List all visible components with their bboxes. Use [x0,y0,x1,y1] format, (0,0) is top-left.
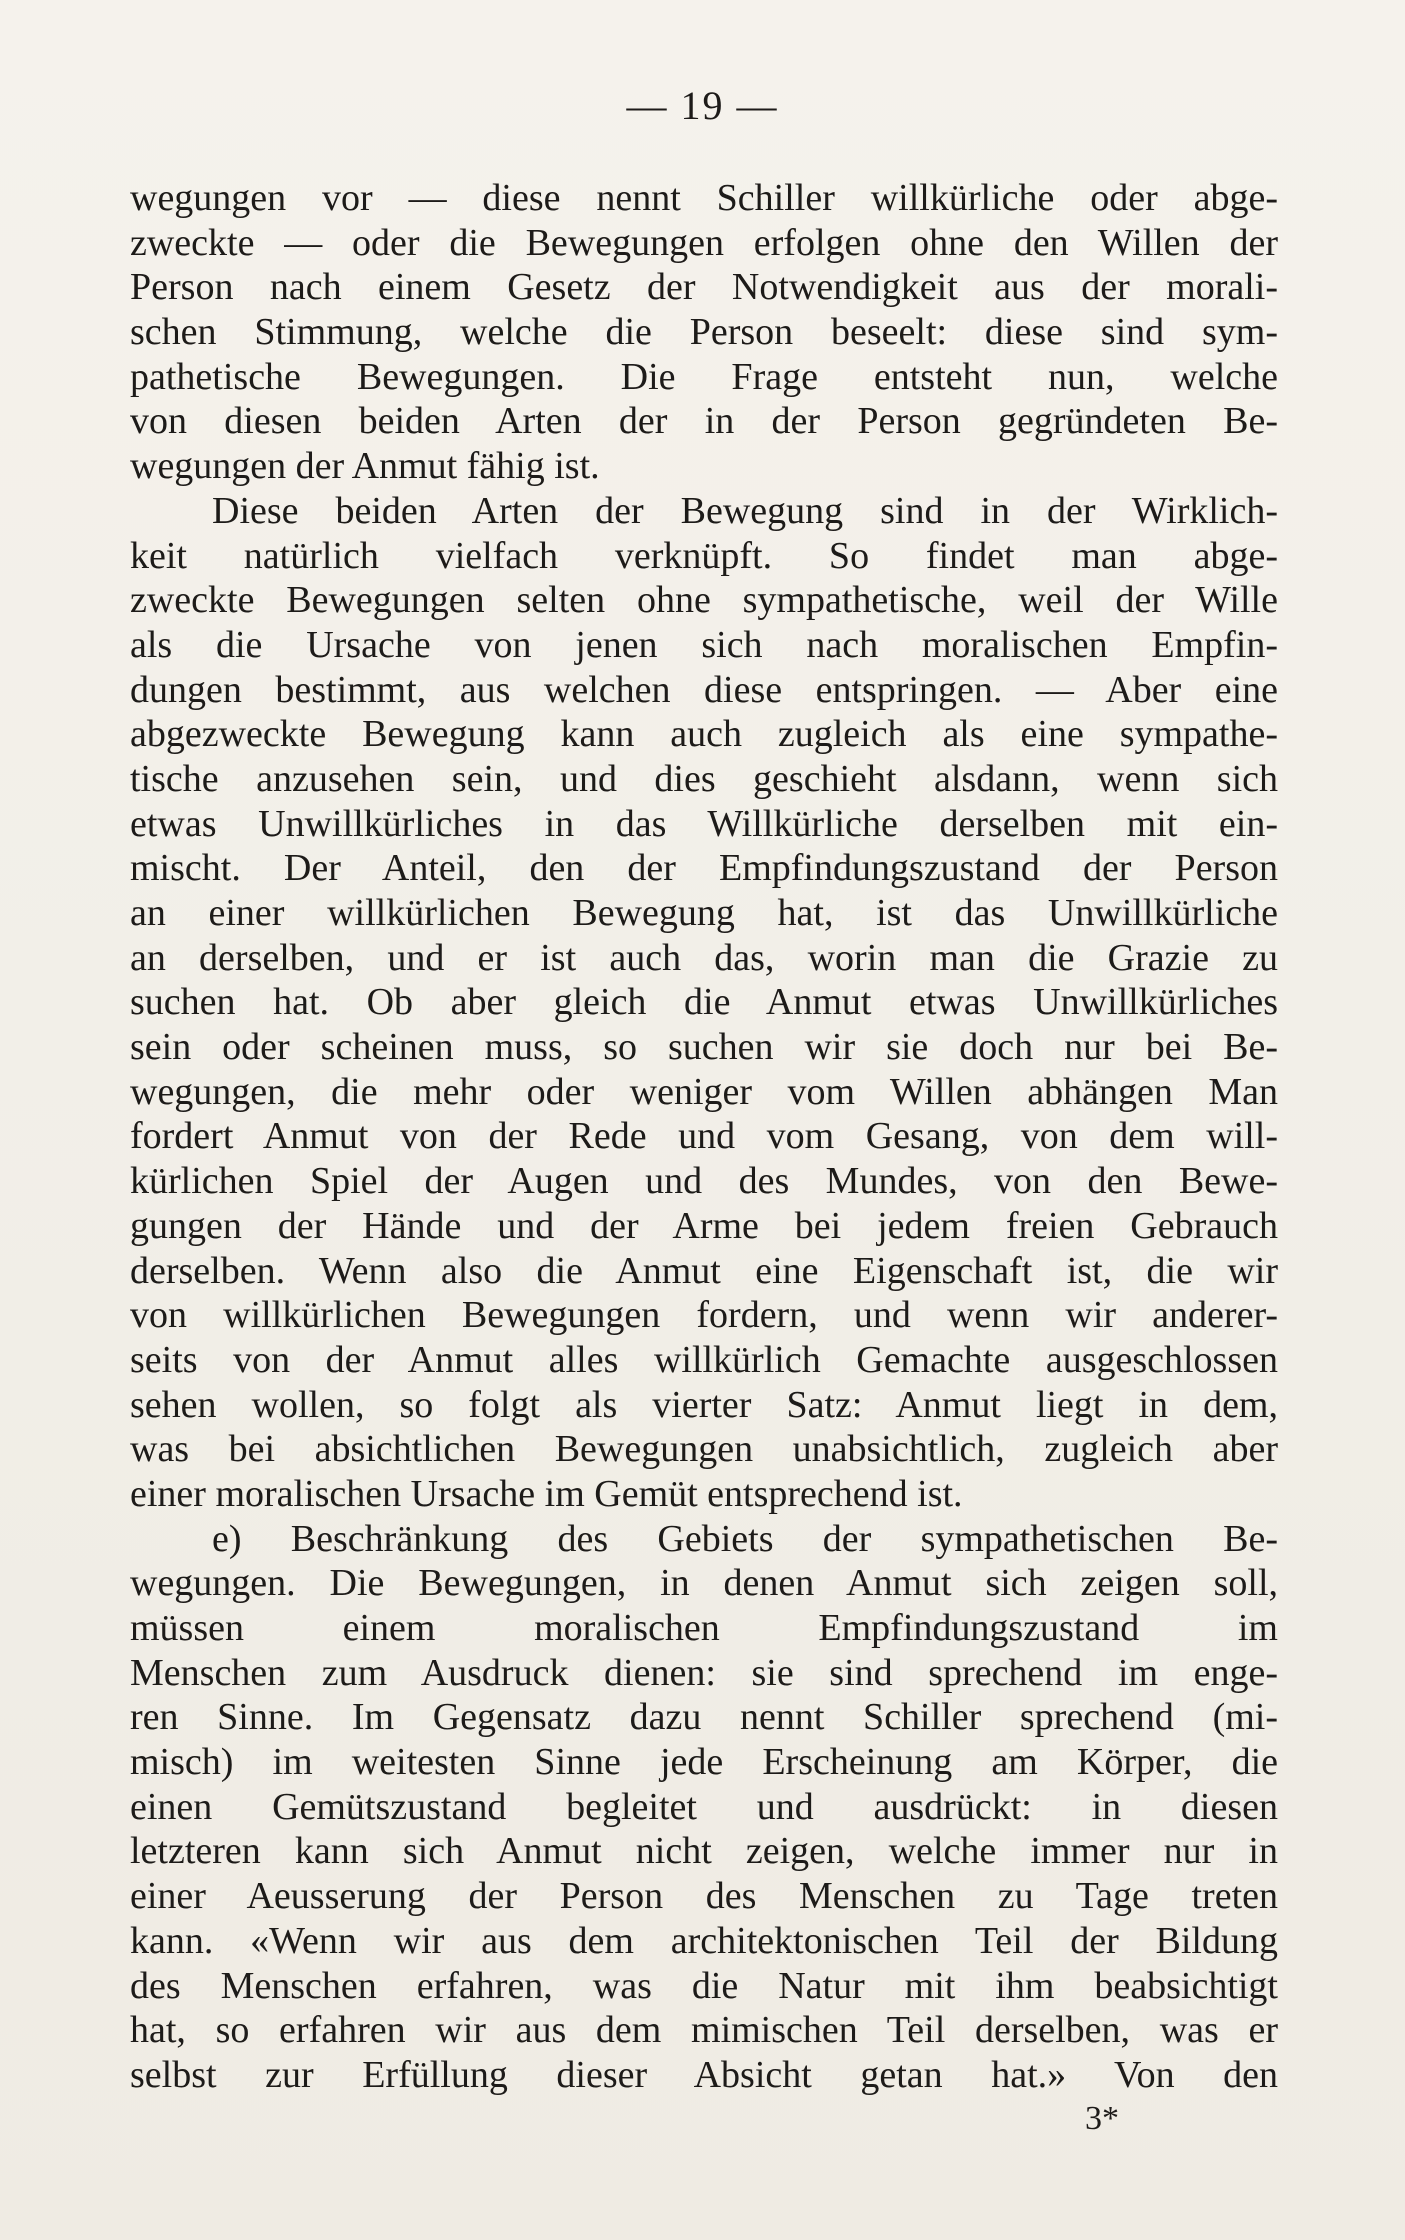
text-line: als die Ursache von jenen sich nach moralischen Empfin- [130,623,1278,666]
text-line: wegungen der Anmut fähig ist. [130,445,600,488]
text-line: e) Beschränkung des Gebiets der sympathetischen Be- [212,1517,1278,1560]
text-line: derselben. Wenn also die Anmut eine Eigenschaft ist, die wir [130,1249,1278,1292]
text-line: pathetische Bewegungen. Die Frage entsteht nun, welche [130,355,1278,398]
text-line: mischt. Der Anteil, den der Empfindungszustand der Person [130,847,1278,890]
text-line: des Menschen erfahren, was die Natur mit ihm beabsichtigt [130,1964,1278,2007]
signature-mark: 3* [1085,2100,1119,2137]
text-line: kann. «Wenn wir aus dem architektonischen Teil der Bildung [130,1919,1278,1962]
body-text [130,176,1278,2098]
text-line: müssen einem moralischen Empfindungszustand im [130,1607,1278,1649]
text-line: gungen der Hände und der Arme bei jedem freien Gebrauch [130,1204,1278,1247]
text-line: wegungen vor — diese nennt Schiller willkürliche oder abge- [130,177,1278,219]
text-line: Diese beiden Arten der Bewegung sind in der Wirklich- [212,489,1278,532]
text-line: ren Sinne. Im Gegensatz dazu nennt Schiller sprechend (mi- [130,1696,1278,1739]
text-line: einer Aeusserung der Person des Menschen zu Tage treten [130,1875,1278,1918]
text-line: wegungen. Die Bewegungen, in denen Anmut sich zeigen soll, [130,1562,1278,1605]
text-line: abgezweckte Bewegung kann auch zugleich als eine sympathe- [130,713,1278,756]
text-line: an einer willkürlichen Bewegung hat, ist das Unwillkürliche [130,892,1278,934]
text-line: Menschen zum Ausdruck dienen: sie sind sprechend im enge- [130,1651,1278,1694]
text-line: einer moralischen Ursache im Gemüt entsprechend ist. [130,1472,963,1515]
text-line: dungen bestimmt, aus welchen diese entspringen. — Aber eine [130,668,1278,711]
text-line: sein oder scheinen muss, so suchen wir sie doch nur bei Be- [130,1026,1278,1069]
text-line: an derselben, und er ist auch das, worin man die Grazie zu [130,936,1278,979]
text-line: kürlichen Spiel der Augen und des Mundes, von den Bewe- [130,1160,1278,1203]
text-line: keit natürlich vielfach verknüpft. So findet man abge- [130,534,1278,577]
paragraph-3 [130,1517,1278,2098]
text-line: von willkürlichen Bewegungen fordern, und wenn wir anderer- [130,1294,1278,1337]
text-line: tische anzusehen sein, und dies geschieht alsdann, wenn sich [130,757,1278,800]
text-line: zweckte — oder die Bewegungen erfolgen ohne den Willen der [130,221,1278,264]
text-line: seits von der Anmut alles willkürlich Gemachte ausgeschlossen [130,1338,1278,1381]
text-line: einen Gemütszustand begleitet und ausdrückt: in diesen [130,1785,1278,1828]
text-line: letzteren kann sich Anmut nicht zeigen, welche immer nur in [130,1830,1278,1873]
text-line: misch) im weitesten Sinne jede Erscheinung am Körper, die [130,1741,1278,1784]
text-line: fordert Anmut von der Rede und vom Gesang, von dem will- [130,1115,1278,1158]
text-line: Person nach einem Gesetz der Notwendigkeit aus der morali- [130,266,1278,309]
text-line: was bei absichtlichen Bewegungen unabsichtlich, zugleich aber [130,1428,1278,1471]
text-line: selbst zur Erfüllung dieser Absicht getan hat.» Von den [130,2053,1278,2096]
text-line: sehen wollen, so folgt als vierter Satz: Anmut liegt in dem, [130,1383,1278,1426]
paragraph-1 [130,176,1278,489]
text-line: hat, so erfahren wir aus dem mimischen Teil derselben, was er [130,2009,1278,2052]
text-line: von diesen beiden Arten der in der Person gegründeten Be- [130,400,1278,443]
text-line: wegungen, die mehr oder weniger vom Willen abhängen Man [130,1070,1278,1113]
text-line: zweckte Bewegungen selten ohne sympathetische, weil der Wille [130,579,1278,622]
text-line: schen Stimmung, welche die Person beseelt: diese sind sym- [130,311,1278,354]
text-line: suchen hat. Ob aber gleich die Anmut etwas Unwillkürliches [130,981,1278,1024]
text-line: etwas Unwillkürliches in das Willkürliche derselben mit ein- [130,802,1278,845]
page-number: — 19 — [626,83,779,128]
paragraph-2 [130,489,1278,1517]
